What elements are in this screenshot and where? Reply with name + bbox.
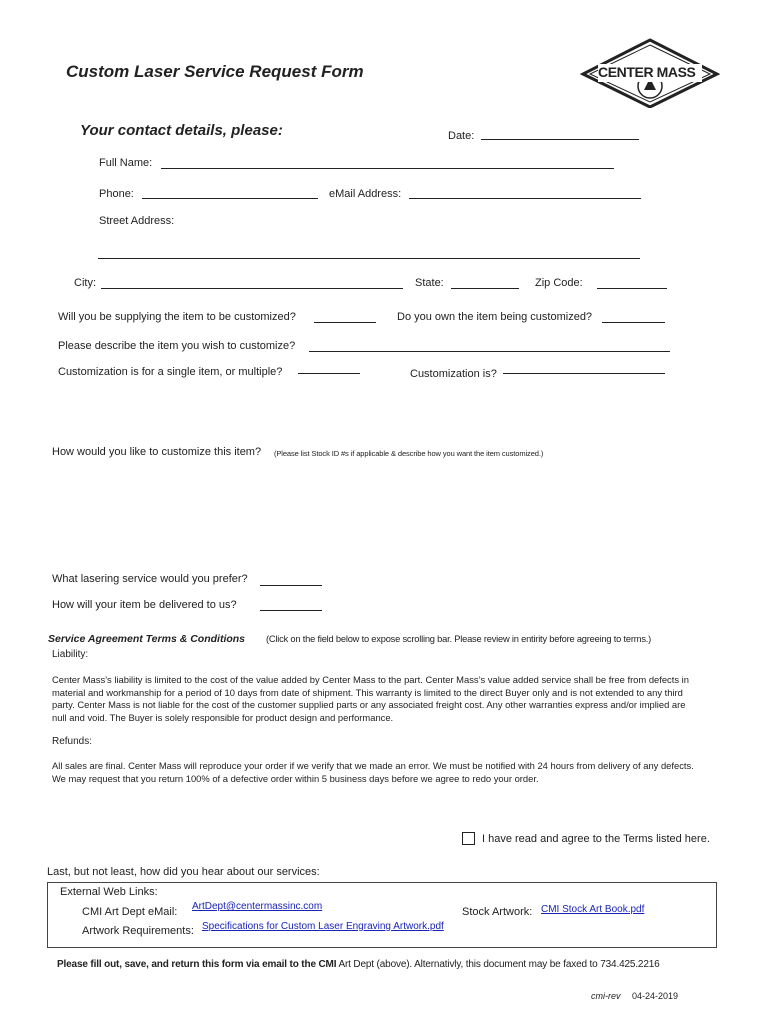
agree-terms-checkbox[interactable] [462,832,475,845]
lasering-service-field[interactable] [260,585,322,586]
own-item-question: Do you own the item being customized? [397,311,593,323]
stock-artwork-label: Stock Artwork: [462,906,533,918]
supplying-field[interactable] [314,322,376,323]
date-field[interactable] [481,139,639,140]
company-logo [580,38,720,108]
refunds-text: All sales are final. Center Mass will reproduce your order if we verify that we made an error. We must be notified with 24 hours from delivery of any defects. We may request that you return 100% of a defective order within 5 business days before we agree to redo your order. [52,760,694,784]
external-links-label: External Web Links: [60,886,158,898]
email-field[interactable] [409,198,641,199]
art-email-link[interactable]: ArtDept@centermassinc.com [192,901,323,912]
liability-label: Liability: [52,649,89,660]
single-multiple-question: Customization is for a single item, or multiple? [58,366,283,378]
zip-label: Zip Code: [535,277,583,289]
delivery-field[interactable] [260,610,322,611]
customize-question: How would you like to customize this item? [52,446,262,458]
phone-field[interactable] [142,198,318,199]
refunds-label: Refunds: [52,736,93,747]
city-label: City: [74,277,96,289]
full-name-field[interactable] [161,168,614,169]
street-address-field[interactable] [98,258,640,259]
state-label: State: [415,277,444,289]
artwork-requirements-label: Artwork Requirements: [82,925,194,937]
single-multiple-field[interactable] [298,373,360,374]
describe-item-question: Please describe the item you wish to customize? [58,340,296,352]
customization-is-field[interactable] [503,373,665,374]
agree-terms-label: I have read and agree to the Terms listed here. [482,833,710,845]
full-name-label: Full Name: [99,157,153,169]
supplying-question: Will you be supplying the item to be customized? [58,311,296,323]
email-label: eMail Address: [329,188,402,200]
form-title: Custom Laser Service Request Form [66,62,364,81]
liability-text: Center Mass’s liability is limited to the cost of the value added by Center Mass to the part. Center Mass’s value added service shall be free from defects in material and workmanship for a period of 10 days from date of shipment. This warranty is limited to the direct Buyer only and is not extended to any third party. Center Mass is not liable for the cost of the customer supplied parts or any associated freight cost. Any other warranties express and/or implied are null and void. The Buyer is solely responsible for product design and performance. [52,674,689,723]
zip-field[interactable] [597,288,667,289]
footer-instructions-rest: Art Dept (above). Alternativly, this document may be faxed to 734.425.2216 [338,959,660,970]
own-item-field[interactable] [602,322,665,323]
state-field[interactable] [451,288,519,289]
contact-heading: Your contact details, please: [80,122,283,139]
date-label: Date: [448,130,475,142]
phone-label: Phone: [99,188,134,200]
customize-hint: (Please list Stock ID #s if applicable & describe how you want the item customized.) [274,449,544,458]
delivery-question: How will your item be delivered to us? [52,599,237,611]
terms-instruction: (Click on the field below to expose scrolling bar. Please review in entirity before agreeing to terms.) [266,634,652,644]
customize-description-field[interactable] [52,462,712,562]
hear-about-question: Last, but not least, how did you hear about our services: [47,866,320,878]
revision-date: 04-24-2019 [632,991,679,1001]
revision-label: cmi-rev [591,991,621,1001]
footer-instructions-bold: Please fill out, save, and return this form via email to the CMI [57,959,337,970]
logo-text: CENTER MASS [598,64,696,80]
footer-instructions [57,959,660,970]
street-address-label: Street Address: [99,215,175,227]
stock-artwork-link[interactable]: CMI Stock Art Book.pdf [541,904,645,915]
terms-heading: Service Agreement Terms & Conditions [48,633,246,645]
art-email-label: CMI Art Dept eMail: [82,906,178,918]
city-field[interactable] [101,288,403,289]
describe-item-field[interactable] [309,351,670,352]
artwork-requirements-link[interactable]: Specifications for Custom Laser Engraving Artwork.pdf [202,921,444,932]
customization-is-label: Customization is? [410,368,497,380]
lasering-service-question: What lasering service would you prefer? [52,573,248,585]
